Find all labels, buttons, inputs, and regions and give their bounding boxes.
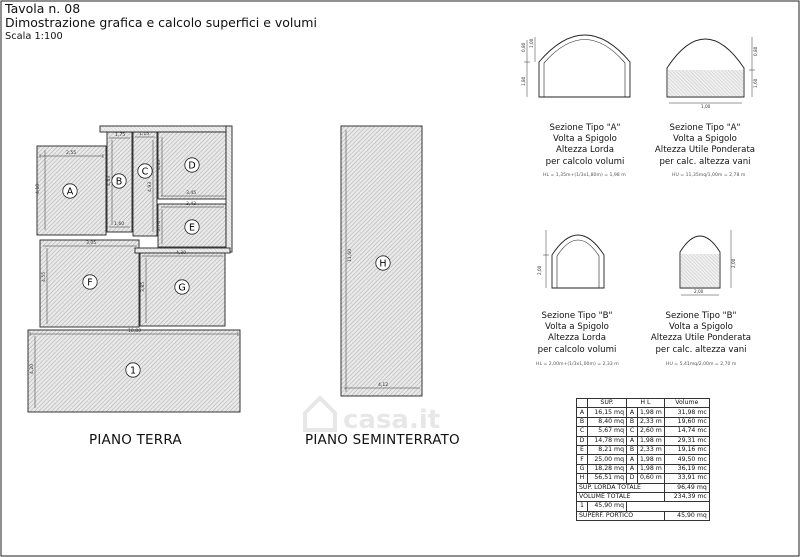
row-key: B [577,417,588,426]
table-row [577,427,710,436]
row-volume: 19,60 mc [664,417,709,426]
row-key: F [577,455,588,464]
row-volume: 36,19 mc [664,464,709,473]
watermark-text: casa.it [343,405,441,435]
row-section: A [627,408,638,417]
section-b-utile-caption [646,311,756,356]
label-b: B [115,176,123,188]
dim-a-width: 2,55 [66,151,77,156]
row-area: 56,51 mq [588,474,627,483]
row-key: G [577,464,588,473]
room-c [133,132,157,236]
table-header-volume: Volume [664,399,709,408]
row-height: 2,33 m [638,417,665,426]
section-a-utile [667,37,758,109]
dim-h-height: 11,60 [348,248,353,262]
row-key: C [577,427,588,436]
portico-area: 45,90 mq [588,502,627,511]
sb-dim-width: 2,00 [694,289,704,294]
table-header-sup: SUP. [588,399,627,408]
sup-lorda-row [577,483,710,492]
row-height: 2,60 m [638,427,665,436]
row-height: 1,98 m [638,436,665,445]
sec2-line3: Altezza Utile Ponderata [654,145,756,156]
row-key: D [577,436,588,445]
dim-d-height: 4,63 [157,159,162,170]
sec2-line4: per calc. altezza vani [659,156,751,167]
basement-plan [341,126,422,396]
row-volume: 29,31 mc [664,436,709,445]
table-row [577,408,710,417]
section-a-utile-caption [650,123,760,168]
table-corner [577,399,588,408]
sec4-line3: Altezza Utile Ponderata [650,333,752,344]
row-height: 1,98 m [638,464,665,473]
row-area: 5,67 mq [588,427,627,436]
volume-total-row [577,492,710,501]
dim-b-width: 1,75 [115,133,126,138]
dim-a-height: 4,10 [36,183,41,194]
table-header-hl: H L [627,399,665,408]
sa-dim-3: 1,00 [529,38,534,48]
dim-c-width: 1,15 [139,132,150,137]
row-volume: 31,98 mc [664,408,709,417]
label-f: F [87,277,93,289]
dim-b-height: 4,63 [107,175,112,186]
sb-dim-1: 2,00 [537,265,542,275]
row-section: C [627,427,638,436]
section-a-lorda-note: HL = 1,35m+(1/3x1,80m) = 1,98 m [543,173,626,178]
row-section: B [627,445,638,454]
section-b-utile-fill [681,254,719,287]
row-height: 0,60 m [638,474,665,483]
dim-f-height: 4,55 [42,271,47,282]
basement-caption: PIANO SEMINTERRATO [305,432,460,448]
label-h: H [379,258,387,270]
row-area: 25,00 mq [588,455,627,464]
row-area: 18,28 mq [588,464,627,473]
label-e: E [188,222,196,234]
row-height: 1,98 m [638,408,665,417]
dim-e-width: 3,43 [186,202,197,207]
sec4-line1: Sezione Tipo "B" [665,311,737,321]
table-row [577,436,710,445]
row-section: A [627,436,638,445]
table-header-row [577,399,710,408]
sa-dim-2: 1,80 [521,76,526,86]
row-area: 8,21 mq [588,445,627,454]
dim-h-width: 4,12 [378,383,389,388]
row-volume: 14,74 mc [664,427,709,436]
section-a-lorda-caption [540,123,630,168]
portico-row [577,502,710,511]
section-b-lorda-caption [532,311,622,356]
wall-band [100,126,230,132]
house-icon [305,398,335,430]
label-g: G [178,282,186,294]
row-section: D [627,474,638,483]
sa-dim-1: 0,80 [521,42,526,52]
section-a-lorda-shape [539,35,630,97]
section-b-utile-note: HU = 5,41mq/2,00m = 2,70 m [666,362,737,367]
label-c: C [141,166,149,178]
su-dim-width: 1,00 [701,104,711,109]
label-portico: 1 [129,365,137,377]
sec4-line2: Volta a Spigolo [669,322,733,333]
row-section: A [627,464,638,473]
row-height: 1,98 m [638,455,665,464]
dim-g-height: 3,85 [141,281,146,292]
volume-table-body [577,399,710,521]
dim-g-width: 4,30 [176,251,187,256]
row-area: 8,40 mq [588,417,627,426]
su-dim-2: 1,60 [753,78,758,88]
section-b-lorda [537,230,604,288]
wall-right [226,126,232,252]
superf-portico-label: SUPERF. PORTICO [577,511,665,520]
ground-floor-caption: PIANO TERRA [89,432,182,448]
table-row [577,417,710,426]
row-volume: 49,50 mc [664,455,709,464]
section-a-lorda [521,35,630,97]
section-a-utile-fill [668,70,743,96]
dim-portico-height: 4,20 [30,363,35,374]
label-a: A [66,186,74,198]
sup-lorda-label: SUP. LORDA TOTALE [577,483,665,492]
volume-table [576,398,710,521]
dim-d-width: 3,45 [186,191,197,196]
row-height: 2,33 m [638,445,665,454]
table-row [577,455,710,464]
dim-portico-width: 10,80 [128,329,142,334]
row-area: 16,15 mq [588,408,627,417]
sec3-line2: Volta a Spigolo [545,322,609,333]
sheet-scale: Scala 1:100 [5,31,63,42]
su-dim-1: 0,80 [753,46,758,56]
sec1-line4: per calcolo volumi [545,156,625,167]
section-b-utile [680,230,736,295]
row-key: H [577,474,588,483]
sec1-line2: Volta a Spigolo [553,134,617,145]
sec1-line3: Altezza Lorda [556,145,614,156]
sup-lorda-value: 96,49 mq [664,483,709,492]
sec3-line1: Sezione Tipo "B" [541,311,613,321]
sheet-number: Tavola n. 08 [5,1,81,16]
portico-spacer [627,502,710,511]
table-row [577,464,710,473]
sec3-line3: Altezza Lorda [548,333,606,344]
row-section: A [627,455,638,464]
row-area: 14,78 mq [588,436,627,445]
section-a-utile-note: HU = 11,35mq/1,00m = 2,78 m [672,173,746,178]
dim-f-width: 3,05 [86,241,97,246]
table-row [577,474,710,483]
sec2-line1: Sezione Tipo "A" [669,123,741,133]
row-volume: 33,91 mc [664,474,709,483]
sec1-line1: Sezione Tipo "A" [549,123,621,133]
portico-key: 1 [577,502,588,511]
sec4-line4: per calc. altezza vani [655,344,747,355]
volume-total-label: VOLUME TOTALE [577,492,665,501]
superf-portico-value: 45,90 mq [664,511,709,520]
row-key: A [577,408,588,417]
row-volume: 19,16 mc [664,445,709,454]
sb-dim-2: 2,00 [731,258,736,268]
sec3-line4: per calcolo volumi [537,344,617,355]
sec2-line2: Volta a Spigolo [673,134,737,145]
table-row [577,445,710,454]
dim-c-height: 4,93 [148,181,153,192]
row-key: E [577,445,588,454]
label-d: D [188,160,196,172]
row-section: B [627,417,638,426]
section-b-lorda-note: HL = 2,00m+(1/3x1,00m) = 2,33 m [536,362,619,367]
dim-b-bottom: 1,60 [114,222,125,227]
superf-portico-row [577,511,710,520]
section-b-lorda-shape [552,235,604,288]
sheet-title: Dimostrazione grafica e calcolo superfici e volumi [5,15,317,30]
volume-total-value: 234,39 mc [664,492,709,501]
watermark [305,398,440,435]
dim-e-height: 2,70 [157,220,162,231]
